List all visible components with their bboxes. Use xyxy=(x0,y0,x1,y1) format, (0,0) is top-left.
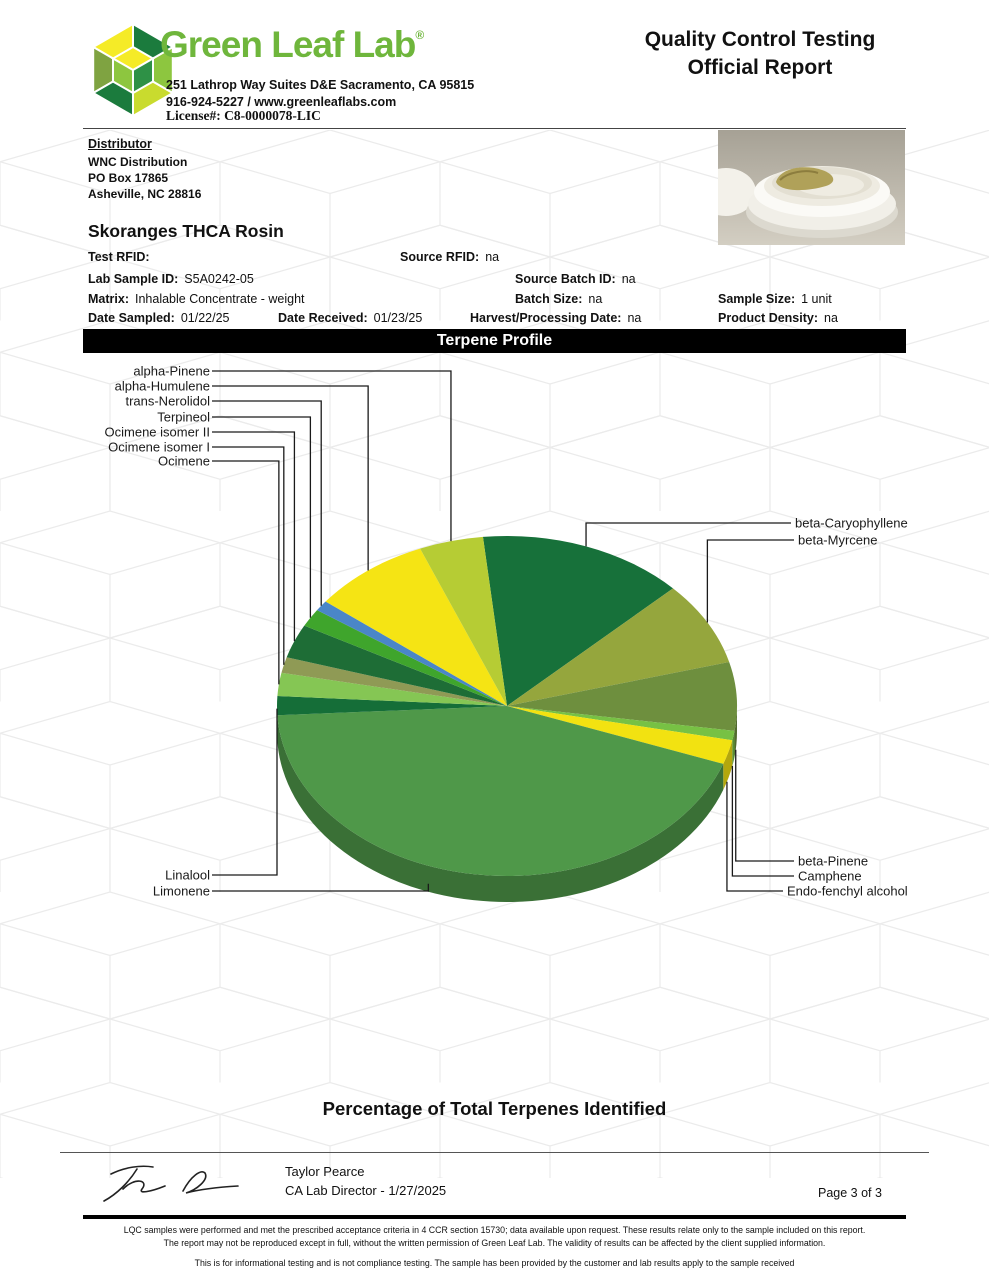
product-name: Skoranges THCA Rosin xyxy=(88,221,284,241)
lab-director-signature xyxy=(95,1158,280,1208)
field-row2-1 xyxy=(515,272,636,286)
section-header-terpene-profile: Terpene Profile xyxy=(83,329,906,353)
pie-label-trans-Nerolidol: trans-Nerolidol xyxy=(125,393,210,409)
field-row4-3 xyxy=(718,311,838,325)
leader-line-Limonene xyxy=(212,884,428,891)
field-row4-2 xyxy=(470,311,641,325)
pie-label-Limonene: Limonene xyxy=(152,883,210,899)
chart-caption: Percentage of Total Terpenes Identified xyxy=(322,1098,667,1119)
leader-line-alpha-Humulene xyxy=(212,386,368,570)
pie-label-Camphene: Camphene xyxy=(798,868,862,884)
field-value: na xyxy=(588,292,603,306)
signer-block xyxy=(285,1162,446,1200)
field-row3-2 xyxy=(718,292,832,306)
leader-line-Ocimene isomer II xyxy=(212,432,294,641)
pie-label-beta-Caryophyllene: beta-Caryophyllene xyxy=(795,515,908,531)
field-value: 01/22/25 xyxy=(180,311,230,325)
signer-role: CA Lab Director - 1/27/2025 xyxy=(285,1183,447,1198)
field-value: S5A0242-05 xyxy=(184,272,254,286)
header-divider xyxy=(83,128,906,129)
field-row3-1 xyxy=(515,292,602,306)
leader-line-beta-Pinene xyxy=(736,750,794,861)
field-label: Sample Size: xyxy=(718,292,796,306)
lab-license: License#: C8-0000078-LIC xyxy=(166,108,321,123)
field-row4-1 xyxy=(278,311,422,325)
field-value: Inhalable Concentrate - weight xyxy=(134,292,305,306)
distributor-address1: PO Box 17865 xyxy=(88,171,169,185)
report-title-line1: Quality Control Testing xyxy=(644,28,876,51)
distributor-name: WNC Distribution xyxy=(88,155,188,169)
pie-label-alpha-Pinene: alpha-Pinene xyxy=(133,363,210,379)
footer-divider-thin xyxy=(60,1152,929,1153)
field-value: na xyxy=(621,272,636,286)
field-value: na xyxy=(485,250,500,264)
distributor-address2: Asheville, NC 28816 xyxy=(88,187,202,201)
field-row3-0 xyxy=(88,292,305,306)
pie-label-beta-Myrcene: beta-Myrcene xyxy=(798,532,878,548)
field-value: 01/23/25 xyxy=(373,311,423,325)
pie-label-Terpineol: Terpineol xyxy=(157,409,210,425)
page-number: Page 3 of 3 xyxy=(818,1186,882,1200)
field-value: na xyxy=(627,311,642,325)
field-label: Date Received: xyxy=(278,311,368,325)
pie-label-Ocimene isomer I: Ocimene isomer I xyxy=(108,439,210,455)
field-label: Test RFID: xyxy=(88,250,150,264)
brand-name: Green Leaf Lab xyxy=(160,24,416,65)
pie-label-Linalool: Linalool xyxy=(165,867,210,883)
field-label: Product Density: xyxy=(718,311,819,325)
leader-line-beta-Myrcene xyxy=(707,540,794,623)
field-row1-0 xyxy=(88,250,156,264)
lab-phone-website: 916-924-5227 / www.greenleaflabs.com xyxy=(166,95,397,109)
field-label: Source RFID: xyxy=(400,250,480,264)
registered-mark: ® xyxy=(415,28,424,42)
disclaimer-line2: The report may not be reproduced except in full, without the written permission of Green Leaf Lab. The validity of results can be affected by the client supplied information. xyxy=(163,1238,826,1248)
pie-label-beta-Pinene: beta-Pinene xyxy=(798,853,869,869)
field-label: Lab Sample ID: xyxy=(88,272,179,286)
field-label: Date Sampled: xyxy=(88,311,175,325)
field-label: Harvest/Processing Date: xyxy=(470,311,622,325)
signer-name: Taylor Pearce xyxy=(285,1164,365,1179)
field-label: Batch Size: xyxy=(515,292,583,306)
field-value: 1 unit xyxy=(801,292,832,306)
rosin-jar xyxy=(746,166,898,238)
report-title xyxy=(560,26,960,82)
disclaimer-line1: LQC samples were performed and met the prescribed acceptance criteria in 4 CCR section 15730; data available upon request. These results relate only to the sample included on this report. xyxy=(123,1225,866,1235)
report-title-line2: Official Report xyxy=(687,56,833,79)
pie-label-Endo-fenchyl alcohol: Endo-fenchyl alcohol xyxy=(787,883,908,899)
brand-wordmark xyxy=(160,24,423,66)
field-value: na xyxy=(824,311,838,325)
field-label: Matrix: xyxy=(88,292,129,306)
leader-line-Camphene xyxy=(732,766,794,876)
leader-line-alpha-Pinene xyxy=(212,371,451,541)
terpene-pie-chart xyxy=(80,358,915,936)
pie-label-Ocimene: Ocimene xyxy=(157,453,210,469)
field-row1-1 xyxy=(400,250,499,264)
leader-line-beta-Caryophyllene xyxy=(586,523,791,546)
pie-label-alpha-Humulene: alpha-Humulene xyxy=(114,378,210,394)
sample-photo xyxy=(718,130,905,245)
disclaimer-line3: This is for informational testing and is not compliance testing. The sample has been provided by the customer and lab results apply to the sample received xyxy=(194,1258,795,1268)
leader-line-Ocimene isomer I xyxy=(212,447,284,665)
field-row2-0 xyxy=(88,272,254,286)
field-label: Source Batch ID: xyxy=(515,272,616,286)
lab-address: 251 Lathrop Way Suites D&E Sacramento, CA 95815 xyxy=(166,78,475,92)
footer-divider-thick xyxy=(83,1215,906,1219)
pie-label-Ocimene isomer II: Ocimene isomer II xyxy=(104,424,210,440)
distributor-heading: Distributor xyxy=(88,137,152,151)
leader-line-Linalool xyxy=(212,709,277,875)
leader-line-Ocimene xyxy=(212,461,279,684)
field-row4-0 xyxy=(88,311,230,325)
